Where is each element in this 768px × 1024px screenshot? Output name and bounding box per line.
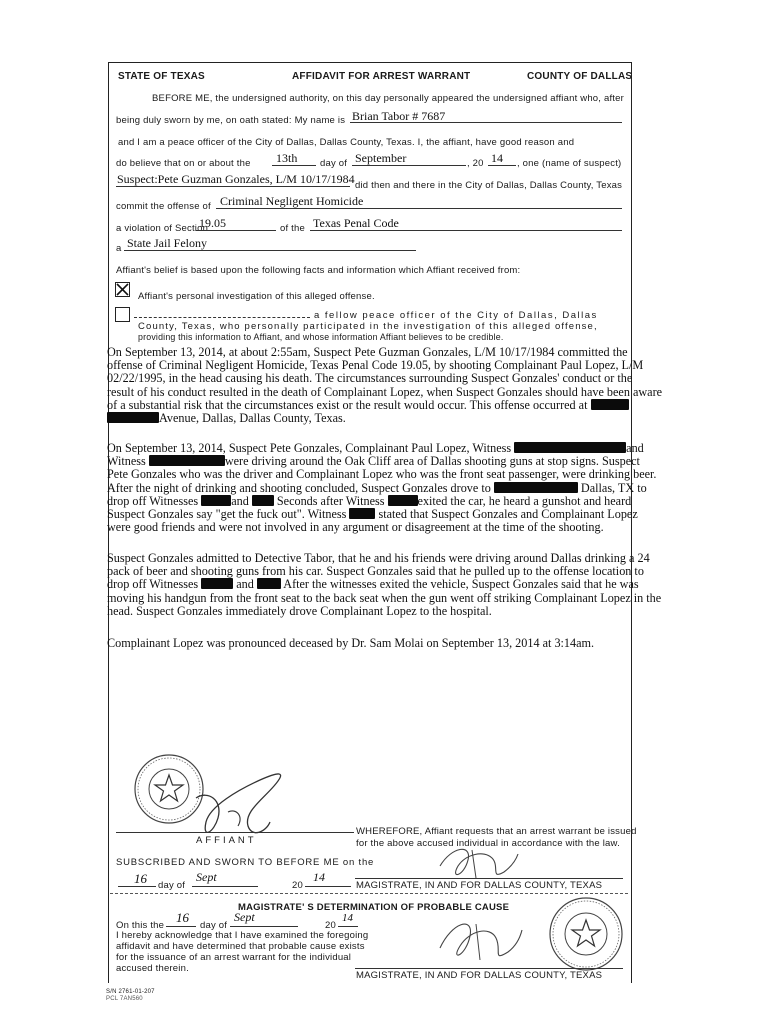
form-number-2: PCL 7AN560 — [106, 996, 143, 1002]
intro-line-8: a — [116, 243, 122, 254]
redaction — [514, 442, 626, 453]
redaction — [388, 495, 418, 506]
check-2-line-b: County, Texas, who personally participated in the investigation of this alleged offense, — [138, 321, 598, 332]
intro-line-4a: do believe that on or about the — [116, 158, 251, 169]
suspect-field: Suspect:Pete Guzman Gonzales, L/M 10/17/1984 — [117, 172, 355, 186]
sworn-twenty: 20 — [292, 880, 303, 891]
page-title: AFFIDAVIT FOR ARREST WARRANT — [292, 71, 471, 82]
redaction — [591, 399, 629, 410]
redaction — [257, 578, 281, 589]
belief-line: Affiant's belief is based upon the following facts and information which Affiant received from: — [116, 265, 521, 276]
narrative-paragraph-2: On September 13, 2014, Suspect Pete Gonzales, Complainant Paul Lopez, Witness and Witness were driving around the Oak Cliff area of Dallas shooting guns at stop signs. Suspect Pete Gonzales who was the driver and Complainant Lopez who was the front seat passenger, were drinking beer. After the night of drinking and shooting concluded, Suspect Gonzales drove to Dallas, TX to drop off Witnesses and Seconds after Witness exited the car, he heard a gunshot and heard Suspect Gonzales say "get the fuck out". Witness stated that Suspect Gonzales and Complainant Lopez were good friends and were not involved in any argument or disagreement at the time of the shooting. — [107, 441, 657, 535]
intro-line-2: being duly sworn by me, on oath stated: My name is — [116, 115, 346, 126]
narrative-paragraph-1: On September 13, 2014, at about 2:55am, Suspect Pete Guzman Gonzales, L/M 10/17/1984 committed the offense of Criminal Negligent Homicide, Texas Penal Code 19.05, by shooting Complainant Paul Lopez, L/M 02/22/1995, in the head causing his death. The circumstances surrounding Suspect Gonzales' conduct or the result of his conduct resulted in the death of Complainant Lopez, when Suspect Gonzales should have been aware of a substantial risk that the circumstances exist or the result would occur. This offense occurred at Avenue, Dallas, Dallas County, Texas. — [107, 345, 663, 426]
section-field: 19.05 — [199, 216, 226, 230]
redaction — [349, 508, 375, 519]
personal-investigation-checkbox[interactable] — [115, 282, 130, 297]
pc-year-field: 14 — [342, 912, 353, 924]
sworn-day-of: day of — [158, 880, 186, 891]
check-x-icon — [116, 283, 129, 296]
ack-line-3: for the issuance of an arrest warrant for the individual — [116, 952, 352, 963]
ack-line-4: accused therein. — [116, 963, 189, 974]
sworn-month-field: Sept — [196, 870, 217, 884]
redaction — [107, 412, 159, 423]
check-1-label: Affiant's personal investigation of this alleged offense. — [138, 291, 375, 302]
intro-line-7a: a violation of Section — [116, 223, 209, 234]
redaction — [494, 482, 578, 493]
sworn-year-field: 14 — [313, 870, 325, 884]
ack-line-1: I hereby acknowledge that I have examined the foregoing — [116, 930, 369, 941]
offense-year-field: 14 — [491, 151, 503, 165]
magistrate-label-2: MAGISTRATE, IN AND FOR DALLAS COUNTY, TEXAS — [356, 970, 603, 981]
on-this-line: On this the — [116, 920, 165, 931]
pc-month-field: Sept — [234, 910, 255, 924]
affiant-label: AFFIANT — [196, 835, 257, 846]
check-2-line-a: a fellow peace officer of the City of Dallas, Dallas — [314, 310, 598, 321]
determination-title: MAGISTRATE' S DETERMINATION OF PROBABLE CAUSE — [238, 902, 510, 913]
magistrate-signature-image-2 — [430, 908, 530, 970]
check-2-line-c: providing this information to Affiant, and whose information Affiant believes to be credible. — [138, 332, 504, 342]
state-label: STATE OF TEXAS — [118, 71, 205, 82]
grade-field: State Jail Felony — [127, 236, 207, 250]
narrative-paragraph-4: Complainant Lopez was pronounced deceased by Dr. Sam Molai on September 13, 2014 at 3:14am. — [107, 636, 595, 650]
intro-line-7b: of the — [280, 223, 305, 234]
intro-line-3: and I am a peace officer of the City of Dallas, Dallas County, Texas. I, the affiant, have good reason and — [118, 137, 575, 148]
wherefore-line-1: WHEREFORE, Affiant requests that an arrest warrant be issued — [356, 826, 637, 837]
pc-twenty: 20 — [325, 920, 336, 931]
pc-day-field: 16 — [176, 910, 189, 925]
offense-day-field: 13th — [276, 151, 298, 165]
redaction — [201, 578, 233, 589]
code-field: Texas Penal Code — [313, 216, 399, 230]
fellow-officer-checkbox[interactable] — [115, 307, 130, 322]
affiant-name-field: Brian Tabor # 7687 — [352, 109, 446, 123]
county-label: COUNTY OF DALLAS — [527, 71, 633, 82]
intro-line-4c: , 20 — [467, 158, 484, 169]
form-number-1: S/N 2761-01-207 — [106, 989, 155, 995]
wherefore-line-2: for the above accused individual in accordance with the law. — [356, 838, 620, 849]
offense-field: Criminal Negligent Homicide — [220, 194, 364, 208]
subscribed-line: SUBSCRIBED AND SWORN TO BEFORE ME on the — [116, 857, 375, 868]
intro-line-6: commit the offense of — [116, 201, 211, 212]
redaction — [252, 495, 274, 506]
redaction — [201, 495, 231, 506]
narrative-paragraph-3: Suspect Gonzales admitted to Detective Tabor, that he and his friends were driving around Dallas drinking a 24 pack of beer and shooting guns from his car. Suspect Gonzales said that he pulled up to the offense location to drop off Witnesses and After the witnesses exited the vehicle, Suspect Gonzales said that he was moving his handgun from the front seat to the back seat when the gun went off striking Complainant Lopez in the head. Suspect Gonzales immediately drove Complainant Lopez to the hospital. — [107, 551, 662, 618]
offense-month-field: September — [355, 151, 407, 165]
intro-line-4b: day of — [320, 158, 348, 169]
magistrate-label-1: MAGISTRATE, IN AND FOR DALLAS COUNTY, TEXAS — [356, 880, 603, 891]
sworn-day-field: 16 — [134, 871, 147, 886]
ack-line-2: affidavit and have determined that probable cause exists — [116, 941, 365, 952]
intro-line-1: BEFORE ME, the undersigned authority, on this day personally appeared the undersigned affiant who, after — [152, 93, 624, 104]
magistrate-seal-image — [548, 896, 624, 972]
intro-line-4d: , one (name of suspect) — [517, 158, 622, 169]
pc-day-of: day of — [200, 920, 228, 931]
redaction — [149, 455, 225, 466]
intro-line-5: did then and there in the City of Dallas, Dallas County, Texas — [355, 180, 623, 191]
